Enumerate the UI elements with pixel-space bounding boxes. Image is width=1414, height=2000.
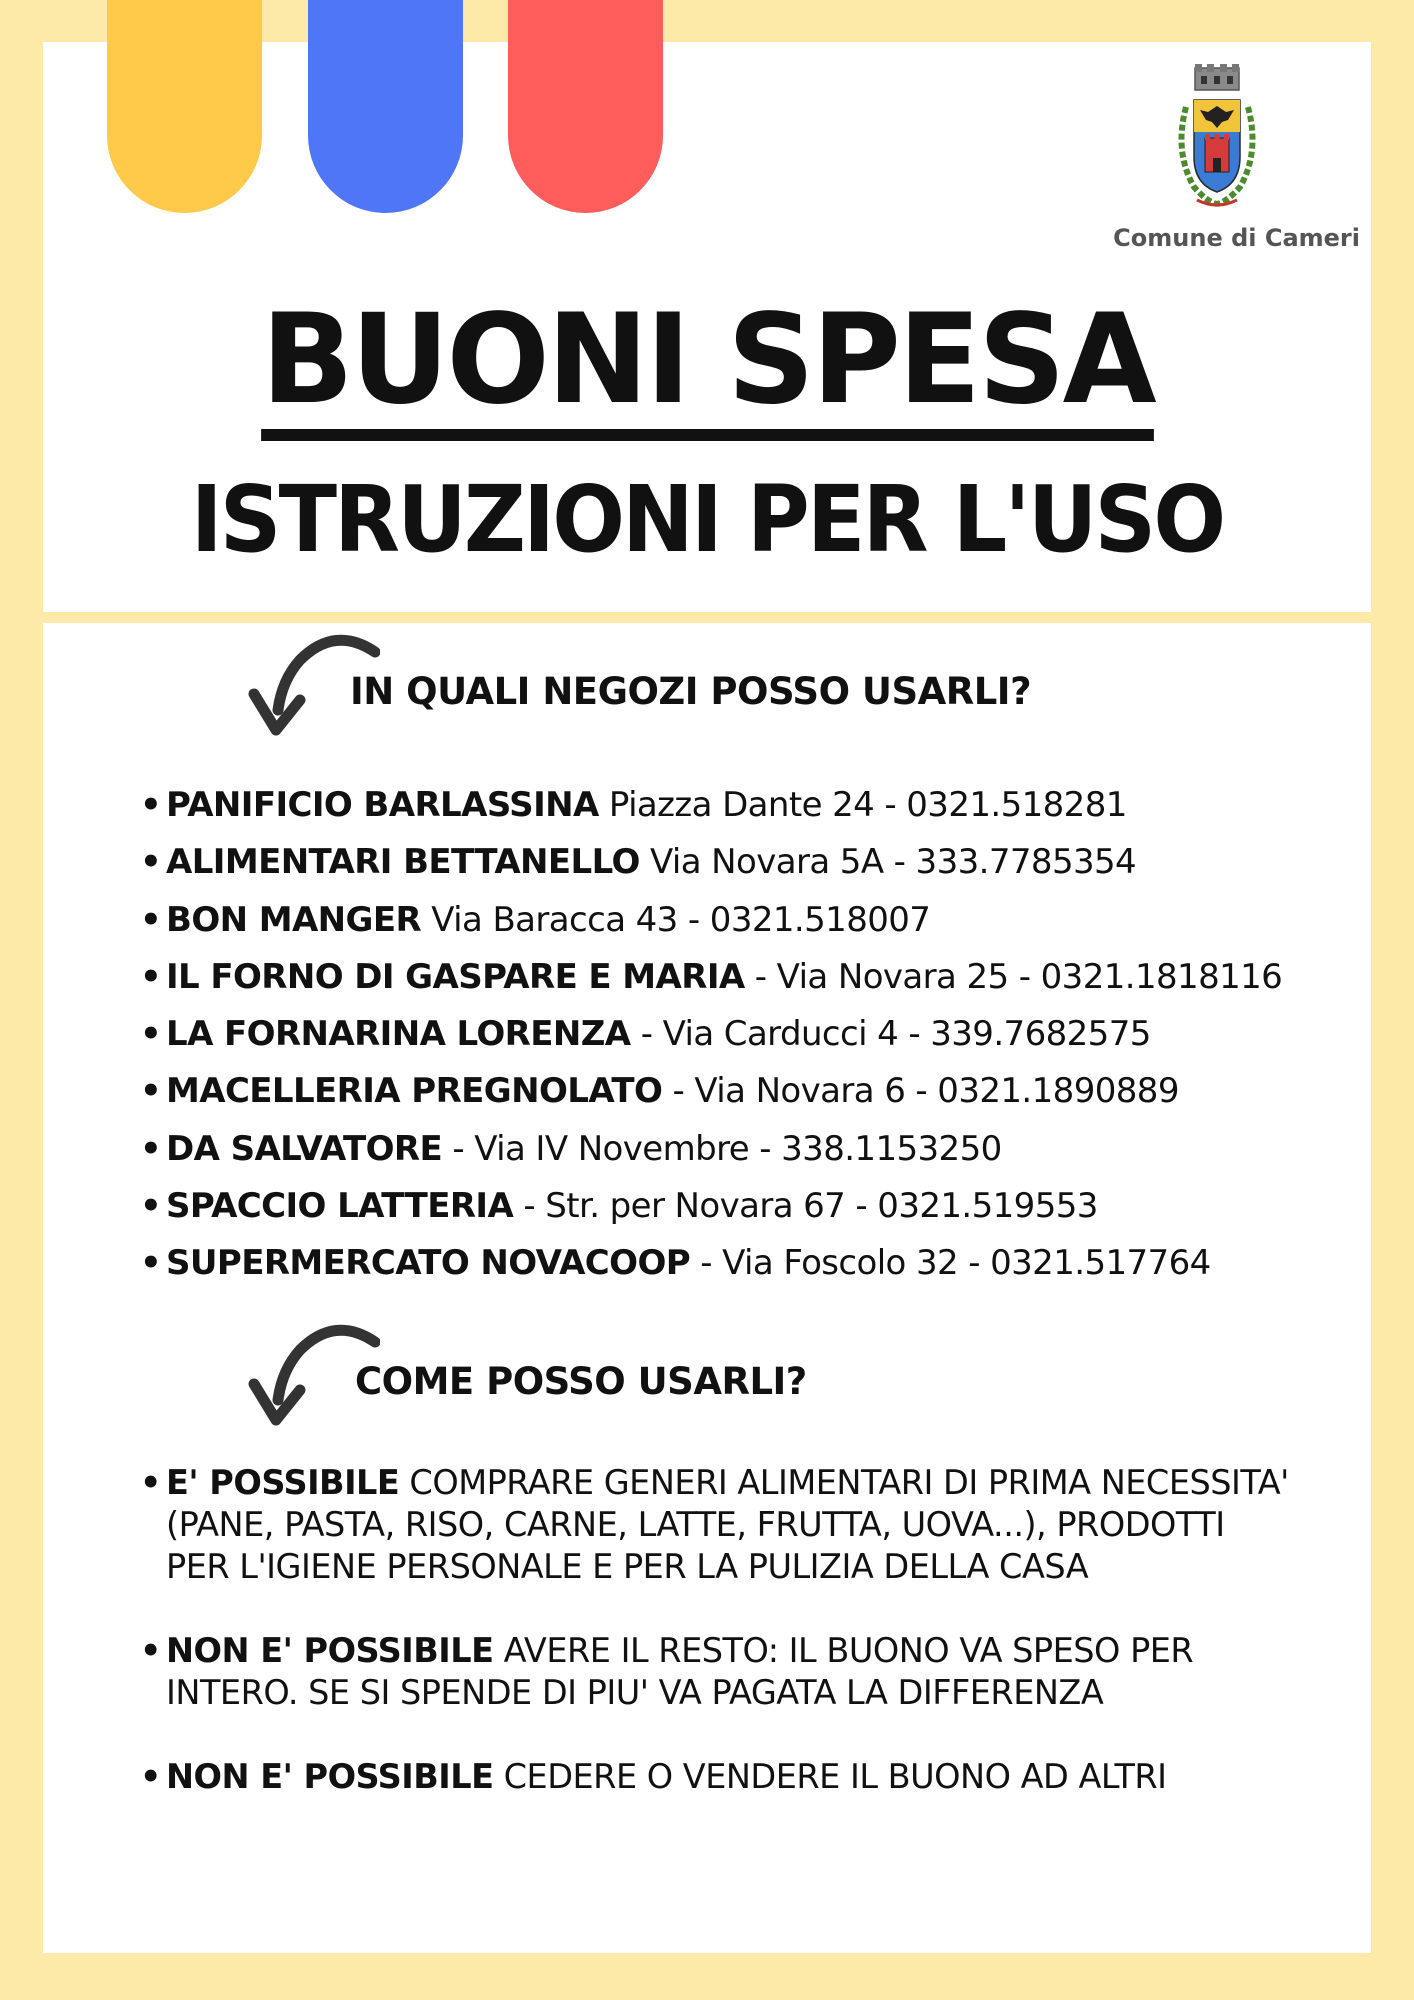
blue-tab-decoration	[308, 0, 463, 213]
shop-name: MACELLERIA PREGNOLATO	[166, 1071, 663, 1112]
shop-name: DA SALVATORE	[166, 1128, 443, 1169]
list-item	[140, 1235, 1340, 1292]
list-item	[140, 1006, 1340, 1063]
rule-text: AVERE IL RESTO: IL BUONO VA SPESO PER INTERO. SE SI SPENDE DI PIU' VA PAGATA LA DIFFERENZA	[166, 1631, 1194, 1712]
shop-name: ALIMENTARI BETTANELLO	[166, 842, 640, 883]
bullet-icon: •	[140, 785, 162, 825]
shop-name: LA FORNARINA LORENZA	[166, 1014, 631, 1055]
shop-details: Via Novara 5A - 333.7785354	[639, 842, 1137, 883]
bullet-icon: •	[140, 1243, 162, 1284]
shop-name: SPACCIO LATTERIA	[166, 1186, 514, 1227]
rule-text: COMPRARE GENERI ALIMENTARI DI PRIMA NECESSITA' (PANE, PASTA, RISO, CARNE, LATTE, FRUTTA, UOVA...), PRODOTTI PER L'IGIENE PERSONALE E PER LA PULIZIA DELLA CASA	[166, 1463, 1289, 1586]
rule-lead: NON E' POSSIBILE	[166, 1757, 494, 1796]
bullet-icon: •	[140, 1128, 162, 1169]
list-item	[140, 834, 1340, 891]
bullet-icon: •	[140, 1631, 161, 1670]
shop-details: - Via Foscolo 32 - 0321.517764	[690, 1243, 1211, 1284]
shop-name: BON MANGER	[166, 899, 422, 940]
bullet-icon: •	[140, 1463, 161, 1502]
comune-crest-icon	[1172, 62, 1262, 212]
bullet-icon: •	[140, 1757, 161, 1796]
rule-text: CEDERE O VENDERE IL BUONO AD ALTRI	[493, 1757, 1167, 1796]
list-item	[140, 1063, 1340, 1120]
shop-details: Piazza Dante 24 - 0321.518281	[598, 785, 1127, 825]
page-title	[0, 285, 1414, 441]
bullet-icon: •	[140, 956, 162, 997]
usage-heading: COME POSSO USARLI?	[355, 1360, 807, 1403]
bullet-icon: •	[140, 899, 162, 940]
page-title-text: BUONI SPESA	[261, 291, 1154, 441]
shop-name: PANIFICIO BARLASSINA	[166, 785, 599, 825]
list-item	[140, 777, 1340, 834]
bullet-icon: •	[140, 1186, 162, 1227]
list-item	[140, 949, 1340, 1006]
bullet-icon: •	[140, 842, 162, 883]
usage-rules-list	[140, 1462, 1290, 1798]
shop-details: - Str. per Novara 67 - 0321.519553	[513, 1186, 1098, 1227]
list-item	[140, 1756, 1290, 1798]
shops-heading: IN QUALI NEGOZI POSSO USARLI?	[350, 670, 1032, 713]
shops-list	[140, 777, 1340, 1293]
shop-details: - Via Carducci 4 - 339.7682575	[630, 1014, 1151, 1055]
page-subtitle: ISTRUZIONI PER L'USO	[190, 466, 1224, 573]
bullet-icon: •	[140, 1071, 162, 1112]
list-item	[140, 1630, 1290, 1714]
list-item	[140, 1462, 1290, 1588]
shop-details: - Via IV Novembre - 338.1153250	[442, 1128, 1002, 1169]
bullet-icon: •	[140, 1014, 162, 1055]
shop-details: Via Baracca 43 - 0321.518007	[421, 899, 931, 940]
rule-lead: E' POSSIBILE	[166, 1463, 400, 1502]
shop-details: - Via Novara 25 - 0321.1818116	[744, 956, 1283, 997]
shop-details: - Via Novara 6 - 0321.1890889	[662, 1071, 1179, 1112]
list-item	[140, 1178, 1340, 1235]
list-item	[140, 1121, 1340, 1178]
rule-lead: NON E' POSSIBILE	[166, 1631, 494, 1670]
shop-name: SUPERMERCATO NOVACOOP	[166, 1243, 691, 1284]
list-item	[140, 892, 1340, 949]
shop-name: IL FORNO DI GASPARE E MARIA	[166, 956, 745, 997]
red-tab-decoration	[508, 0, 663, 213]
yellow-tab-decoration	[107, 0, 262, 213]
comune-label: Comune di Cameri	[1113, 224, 1360, 252]
